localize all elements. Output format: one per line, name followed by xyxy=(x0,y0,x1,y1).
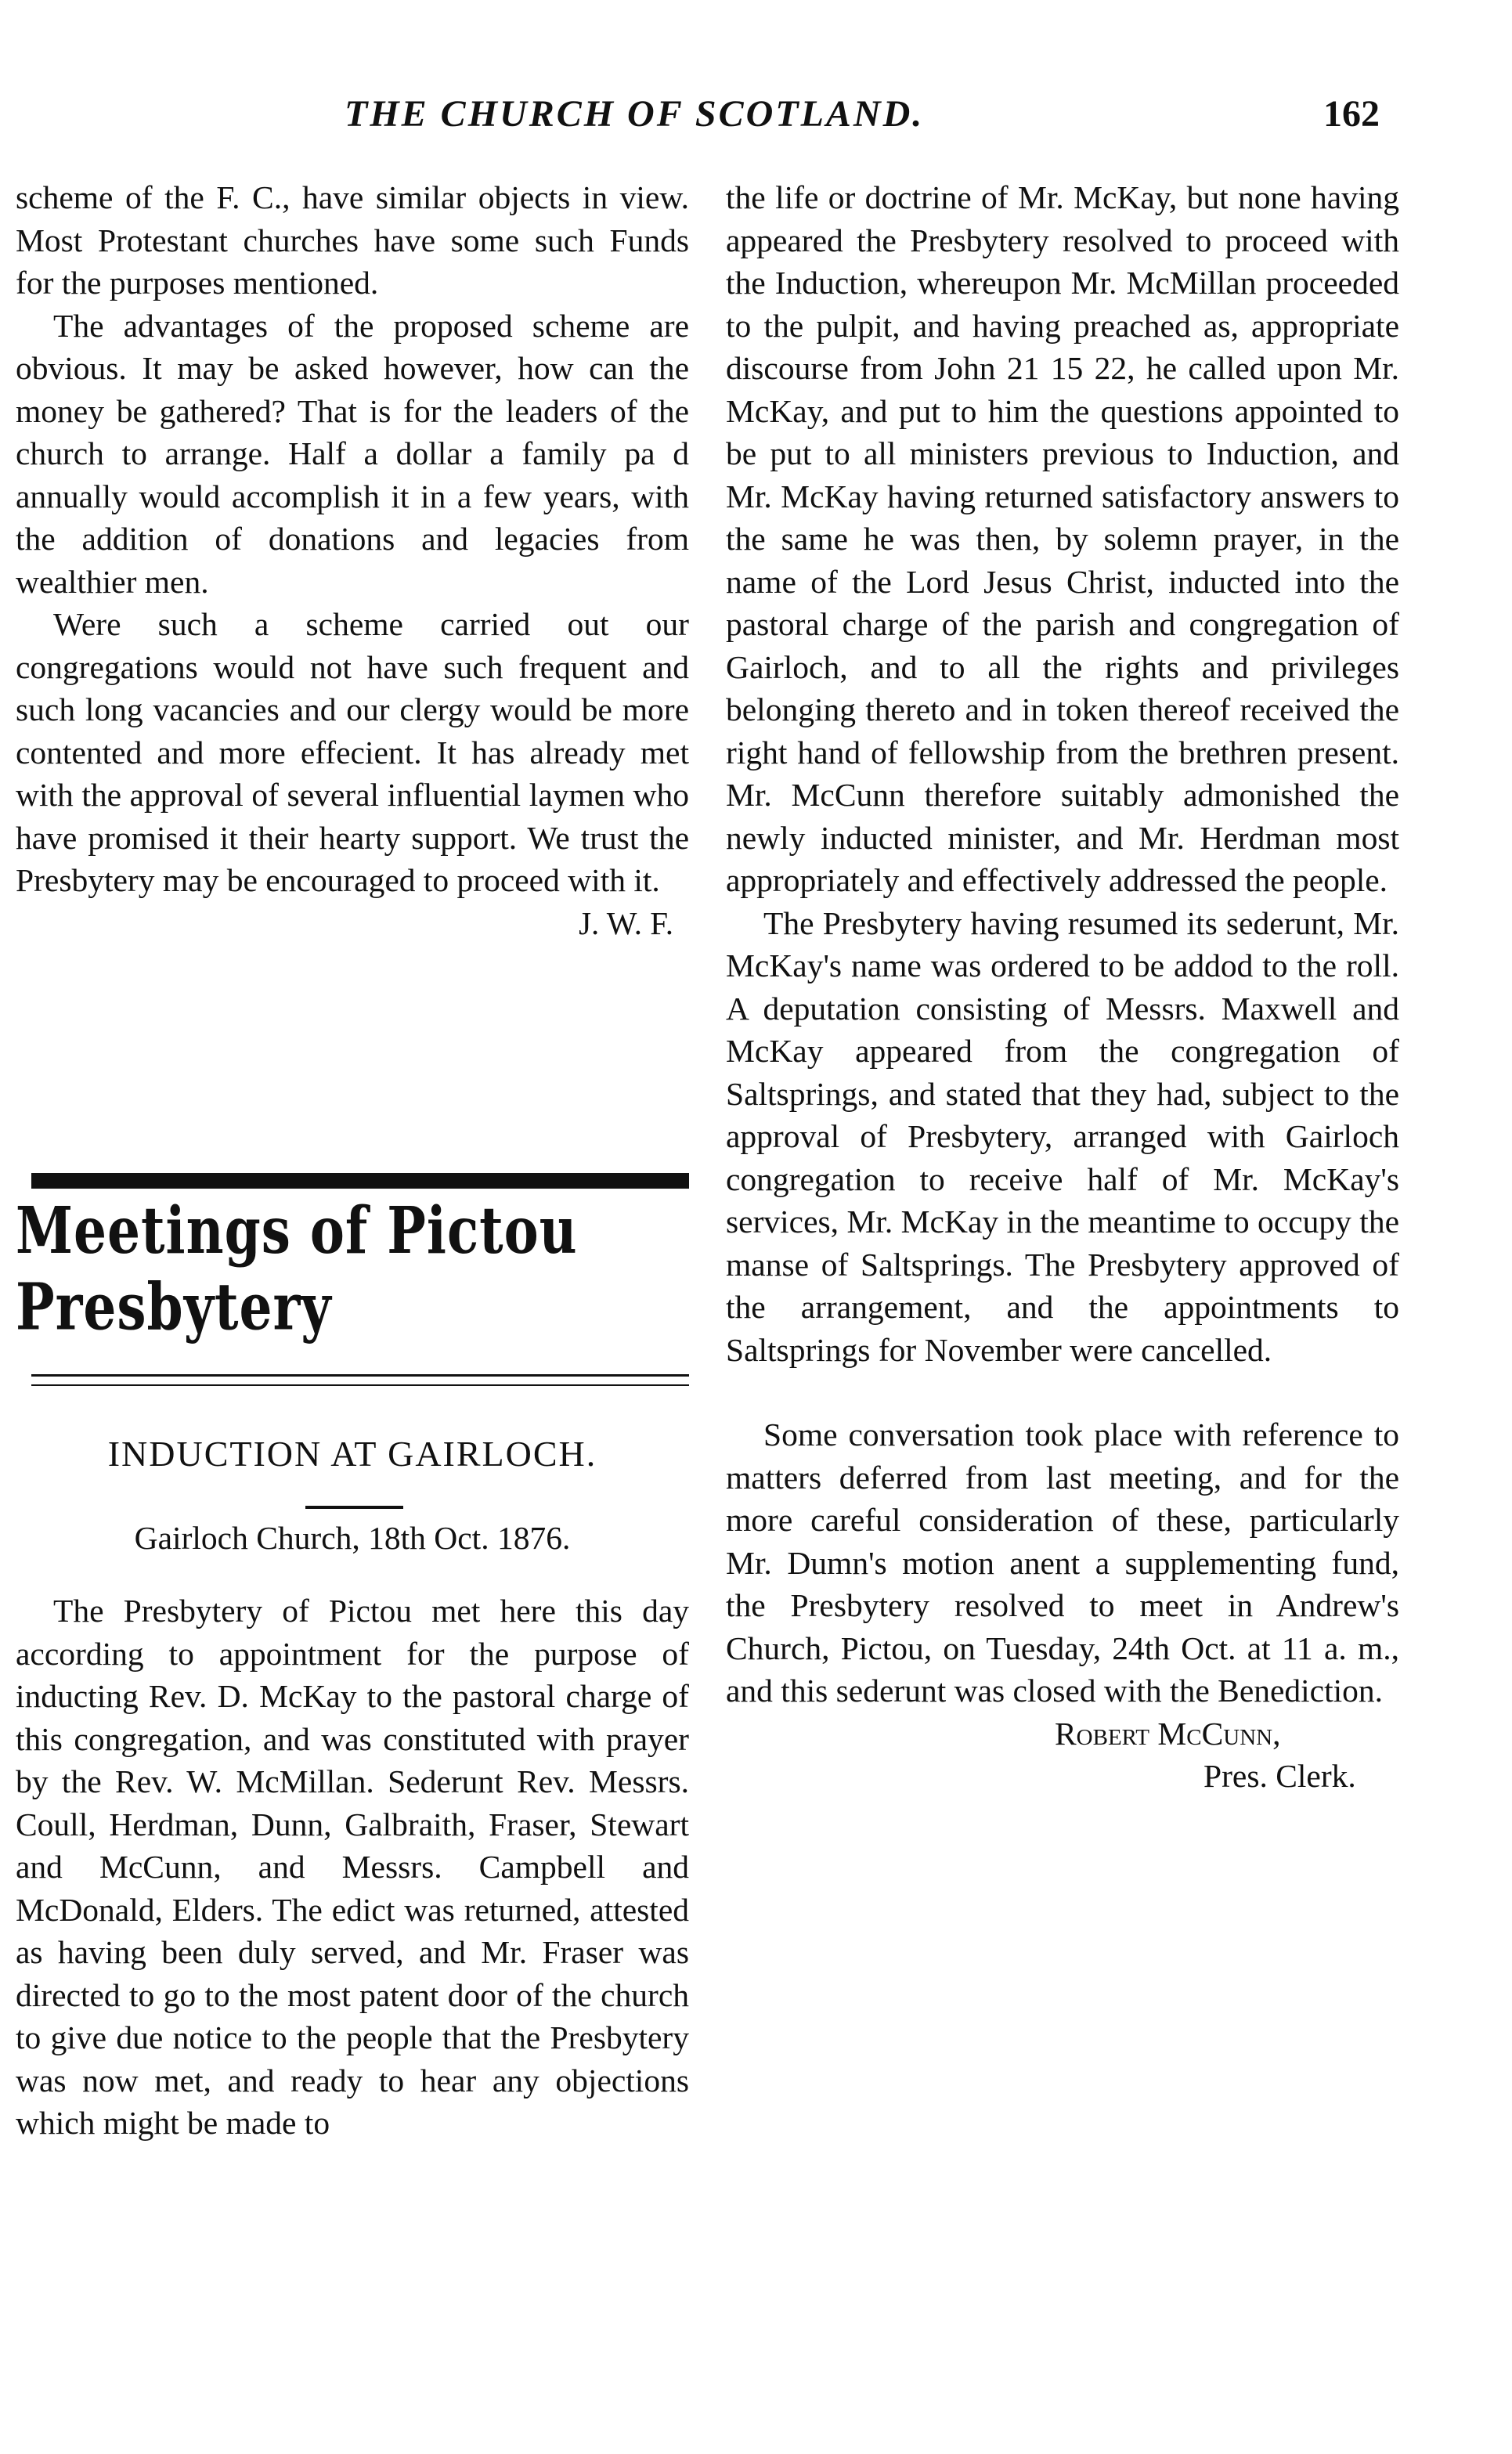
section-masthead xyxy=(16,1192,689,1345)
paragraph: the life or doctrine of Mr. McKay, but none having appeared the Presbytery resolved to proceed with the Induction, whereupon Mr. McMillan proceeded to the pulpit, and having preached as, appropriate discourse from John 21 15 22, he called upon Mr. McKay, and put to him the questions appointed to be put to all ministers previous to Induction, and Mr. McKay having returned satisfactory answers to the same he was then, by solemn prayer, in the name of the Lord Jesus Christ, inducted into the pastoral charge of the parish and congregation of Gairloch, and to all the rights and privileges belonging thereto and in token thereof received the right hand of fellowship from the brethren present. Mr. McCunn therefore suitably admonished the newly inducted minister, and Mr. Herdman most appropriately and effectively addressed the people. xyxy=(726,179,1399,898)
signature-name xyxy=(726,1712,1399,1756)
signature-block xyxy=(726,1712,1399,1798)
short-rule xyxy=(305,1506,403,1509)
left-column-lower xyxy=(16,1590,689,2145)
dateline: Gairloch Church, 18th Oct. 1876. xyxy=(134,1520,571,1556)
double-rule xyxy=(31,1374,689,1386)
running-head xyxy=(0,92,1512,147)
left-column-upper xyxy=(16,176,689,944)
paragraph: Some conversation took place with reference to matters deferred from last meeting, and for the more careful consideration of these, particularly Mr. Dumn's motion anent a supplementing fund, the Presbytery resolved to meet in Andrew's Church, Pictou, on Tuesday, 24th Oct. at 11 a. m., and this sederunt was closed with the Benediction. xyxy=(726,1416,1399,1709)
page-number: 162 xyxy=(1323,93,1380,135)
paragraph: The Presbytery of Pictou met here this day according to appointment for the purpose of inducting Rev. D. McKay to the pastoral charge of this congregation, and was constituted with prayer by the Rev. W. McMillan. Sederunt Rev. Messrs. Coull, Herdman, Dunn, Galbraith, Fraser, Stewart and McCunn, and Messrs. Campbell and McDonald, Elders. The edict was returned, attested as having been duly served, and Mr. Fraser was directed to go to the most patent door of the church to give due notice to the people that the Presbytery was now met, and ready to hear any objections which might be made to xyxy=(16,1593,689,2141)
paragraph: The Presbytery having resumed its sederunt, Mr. McKay's name was ordered to be addod to the roll. A deputation consisting of Messrs. Maxwell and McKay appeared from the congregation of Saltsprings, and stated that they had, subject to the approval of Presbytery, arranged with Gairloch congregation to receive half of Mr. McKay's services, Mr. McKay in the meantime to occupy the manse of Saltsprings. The Presbytery approved of the arrangement, and the appointments to Saltsprings for November were cancelled. xyxy=(726,904,1399,1368)
spacer xyxy=(726,1371,1399,1413)
paragraph: The advantages of the proposed scheme are obvious. It may be asked however, how can the money be gathered? That is for the leaders of the church to arrange. Half a dollar a family pa d annually would accomplish it in a few years, with the addition of donations and legacies from wealthier men. xyxy=(16,307,689,600)
signature-name-text: Robert McCunn, xyxy=(1055,1715,1281,1752)
right-column xyxy=(726,176,1399,1798)
masthead-text: Meetings of Pictou Presbytery xyxy=(16,1192,578,1345)
section-title: INDUCTION AT GAIRLOCH. xyxy=(107,1434,597,1474)
paragraph: Were such a scheme carried out our congregations would not have such frequent and such long vacancies and our clergy would be more contented and more effecient. It has already met with the approval of several influential laymen who have promised it their hearty support. We trust the Presbytery may be encouraged to proceed with it. xyxy=(16,606,689,898)
running-title: THE CHURCH OF SCOTLAND. xyxy=(345,93,925,135)
signature-title: Pres. Clerk. xyxy=(1203,1758,1356,1794)
author-initials: J. W. F. xyxy=(579,904,673,941)
ornamental-rule xyxy=(31,1173,689,1189)
paragraph: scheme of the F. C., have similar objects in view. Most Protestant churches have some such Funds for the purposes mentioned. xyxy=(16,179,689,301)
